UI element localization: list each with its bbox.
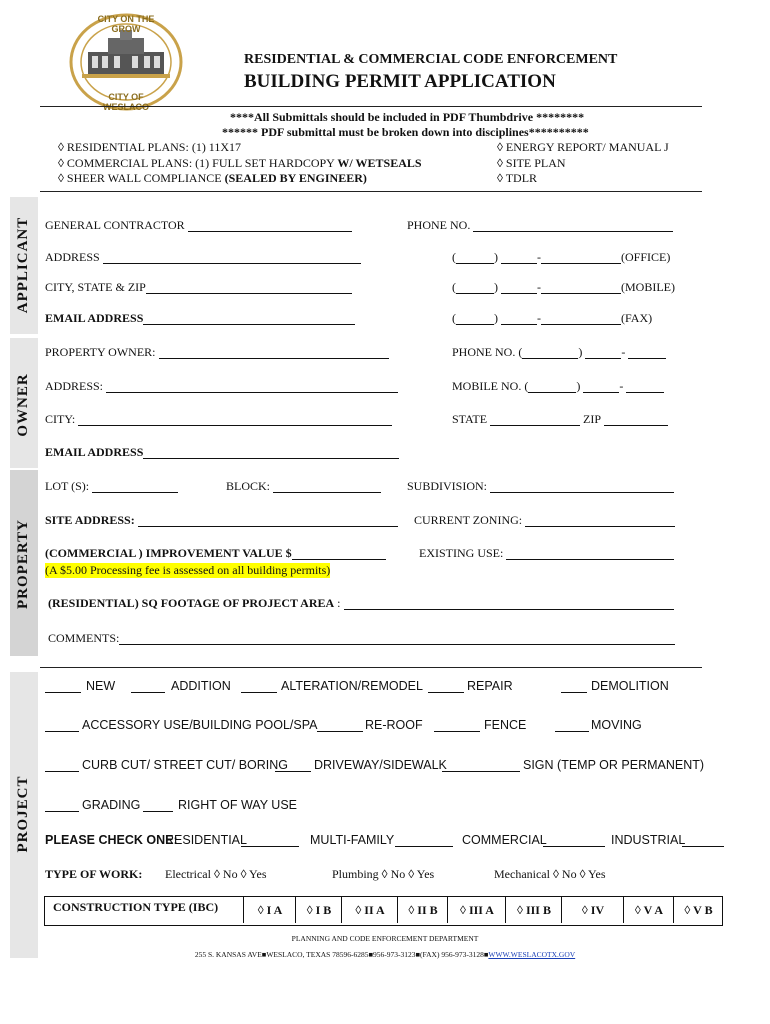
property-divider (40, 667, 702, 668)
office-prefix-input[interactable] (501, 250, 537, 264)
property-section-label: PROPERTY (15, 519, 31, 609)
type-of-work-label: TYPE OF WORK: (45, 867, 143, 881)
block-input[interactable] (273, 479, 381, 493)
subdivision-row: SUBDIVISION: (407, 479, 674, 494)
grading-label: GRADING (82, 798, 141, 812)
note-tdlr: ◊ TDLR (497, 171, 538, 185)
block-row: BLOCK: (226, 479, 381, 494)
driveway-label: DRIVEWAY/SIDEWALK (314, 758, 447, 772)
sq-footage-input[interactable] (344, 596, 674, 610)
driveway-checkline[interactable] (275, 758, 311, 772)
owner-phone-area-input[interactable] (522, 345, 578, 359)
new-label: NEW (86, 679, 116, 693)
type-vb-option[interactable]: ◊ V B (673, 897, 723, 923)
existing-use-input[interactable] (506, 546, 674, 560)
residential-option-label: RESIDENTIAL (165, 833, 247, 847)
demolition-label: DEMOLITION (591, 679, 669, 693)
note-sheer-wall: ◊ SHEER WALL COMPLIANCE (SEALED BY ENGINEER) (58, 171, 367, 185)
applicant-city-input[interactable] (146, 280, 352, 294)
repair-label: REPAIR (467, 679, 513, 693)
project-row-2 (45, 718, 705, 734)
sq-footage-row: (RESIDENTIAL) SQ FOOTAGE OF PROJECT AREA : (48, 596, 674, 611)
type-iiia-option[interactable]: ◊ III A (447, 897, 506, 923)
right-of-way-label: RIGHT OF WAY USE (178, 798, 297, 812)
owner-phone-line-input[interactable] (628, 345, 666, 359)
general-contractor-row: GENERAL CONTRACTOR (45, 218, 352, 233)
alteration-label: ALTERATION/REMODEL (281, 679, 423, 693)
owner-email-row: EMAIL ADDRESS (45, 445, 399, 460)
applicant-phone-input[interactable] (473, 218, 673, 232)
header-divider (40, 106, 702, 107)
right-of-way-checkline[interactable] (143, 798, 173, 812)
note-pdf-thumbdrive: ****All Submittals should be included in PDF Thumbdrive ******** (230, 110, 585, 124)
sign-label: SIGN (TEMP OR PERMANENT) (523, 758, 705, 772)
owner-mobile-prefix-input[interactable] (583, 379, 619, 393)
type-ib-option[interactable]: ◊ I B (295, 897, 342, 923)
fax-prefix-input[interactable] (501, 311, 537, 325)
note-residential-plans: ◊ RESIDENTIAL PLANS: (1) 11X17 (58, 140, 242, 154)
owner-mobile-line-input[interactable] (626, 379, 664, 393)
alteration-checkline[interactable] (241, 679, 277, 693)
form-subtitle: RESIDENTIAL & COMMERCIAL CODE ENFORCEMENT (244, 52, 618, 67)
grading-checkline[interactable] (45, 798, 79, 812)
applicant-address-input[interactable] (103, 250, 361, 264)
fax-area-code-input[interactable] (456, 311, 494, 325)
electrical-options[interactable]: Electrical ◊ No ◊ Yes (165, 867, 267, 881)
lot-row: LOT (S): (45, 479, 178, 494)
commercial-value-row: (COMMERCIAL ) IMPROVEMENT VALUE $ (45, 546, 386, 561)
applicant-phone-row: PHONE NO. (407, 218, 673, 233)
owner-address-input[interactable] (106, 379, 398, 393)
type-iib-option[interactable]: ◊ II B (397, 897, 448, 923)
sign-checkline[interactable] (442, 758, 520, 772)
type-of-work-row (45, 867, 705, 883)
office-line-input[interactable] (541, 250, 621, 264)
new-checkline[interactable] (45, 679, 81, 693)
repair-checkline[interactable] (428, 679, 464, 693)
notes-divider (40, 191, 702, 192)
subdivision-input[interactable] (490, 479, 674, 493)
applicant-section-label: APPLICANT (15, 216, 31, 314)
comments-row: COMMENTS: (48, 631, 675, 646)
comments-input[interactable] (119, 631, 675, 645)
check-one-label: PLEASE CHECK ONE: (45, 833, 178, 847)
project-row-3 (45, 758, 705, 774)
mechanical-options[interactable]: Mechanical ◊ No ◊ Yes (494, 867, 606, 881)
curb-cut-checkline[interactable] (45, 758, 79, 772)
fax-line-input[interactable] (541, 311, 621, 325)
note-energy-report: ◊ ENERGY REPORT/ MANUAL J (497, 140, 669, 154)
processing-fee-note: (A $5.00 Processing fee is assessed on all building permits) (45, 563, 331, 577)
general-contractor-input[interactable] (188, 218, 352, 232)
type-iiib-option[interactable]: ◊ III B (505, 897, 562, 923)
owner-zip-input[interactable] (604, 412, 668, 426)
multifamily-option-label: MULTI-FAMILY (310, 833, 395, 847)
owner-mobile-row: MOBILE NO. ( ) - (452, 379, 664, 394)
curb-cut-label: CURB CUT/ STREET CUT/ BORING (82, 758, 289, 772)
construction-type-label: CONSTRUCTION TYPE (IBC) (53, 900, 219, 914)
owner-section-label: OWNER (15, 373, 31, 437)
type-va-option[interactable]: ◊ V A (623, 897, 674, 923)
footer-address: 255 S. KANSAS AVE■WESLACO, TEXAS 78596-6285■956-973-3123■(FAX) 956-973-3128■ (194, 950, 489, 959)
addition-checkline[interactable] (131, 679, 165, 693)
property-owner-row: PROPERTY OWNER: (45, 345, 389, 360)
type-iv-option[interactable]: ◊ IV (561, 897, 624, 923)
industrial-checkline[interactable] (682, 833, 724, 847)
moving-label: MOVING (591, 718, 642, 732)
applicant-email-row: EMAIL ADDRESS (45, 311, 355, 326)
site-address-row: SITE ADDRESS: (45, 513, 398, 528)
footer-department: PLANNING AND CODE ENFORCEMENT DEPARTMENT (291, 934, 479, 943)
fence-label: FENCE (484, 718, 527, 732)
office-area-code-input[interactable] (456, 250, 494, 264)
applicant-fax-row: ( ) - (FAX) (452, 311, 653, 325)
fence-checkline[interactable] (434, 718, 480, 732)
multifamily-checkline[interactable] (395, 833, 453, 847)
residential-checkline[interactable] (241, 833, 299, 847)
commercial-value-input[interactable] (292, 546, 386, 560)
accessory-pool-label: ACCESSORY USE/BUILDING POOL/SPA (82, 718, 318, 732)
note-commercial-plans: ◊ COMMERCIAL PLANS: (1) FULL SET HARDCOPY W/ WETSEALS (58, 156, 422, 170)
construction-type-table (44, 896, 723, 926)
note-pdf-disciplines: ****** PDF submittal must be broken down into disciplines********** (222, 125, 589, 139)
moving-checkline[interactable] (555, 718, 589, 732)
addition-label: ADDITION (171, 679, 231, 693)
project-section-label: PROJECT (15, 775, 31, 853)
type-iia-option[interactable]: ◊ II A (341, 897, 398, 923)
demolition-checkline[interactable] (561, 679, 587, 693)
type-ia-option[interactable]: ◊ I A (243, 897, 296, 923)
form-title: BUILDING PERMIT APPLICATION (244, 71, 556, 92)
owner-city-row: CITY: (45, 412, 392, 427)
mobile-area-code-input[interactable] (456, 280, 494, 294)
applicant-email-input[interactable] (143, 311, 355, 325)
check-one-row (45, 833, 725, 849)
current-zoning-row: CURRENT ZONING: (414, 513, 675, 528)
owner-state-input[interactable] (490, 412, 580, 426)
applicant-office-phone-row: ( ) - (OFFICE) (452, 250, 671, 264)
mobile-prefix-input[interactable] (501, 280, 537, 294)
current-zoning-input[interactable] (525, 513, 675, 527)
site-address-input[interactable] (138, 513, 398, 527)
lot-input[interactable] (92, 479, 178, 493)
reroof-checkline[interactable] (317, 718, 363, 732)
owner-phone-prefix-input[interactable] (585, 345, 621, 359)
applicant-mobile-phone-row: ( ) - (MOBILE) (452, 280, 675, 294)
logo-bottom-text: CITY OF WESLACO (103, 92, 149, 112)
project-row-4 (45, 798, 705, 814)
existing-use-row: EXISTING USE: (419, 546, 674, 561)
city-logo (68, 12, 184, 112)
owner-phone-row: PHONE NO. ( ) - (452, 345, 666, 360)
owner-mobile-area-input[interactable] (528, 379, 576, 393)
logo-top-text: CITY ON THE GROW (97, 14, 155, 34)
applicant-address-row: ADDRESS (45, 250, 361, 265)
reroof-label: RE-ROOF (365, 718, 423, 732)
owner-email-input[interactable] (143, 445, 399, 459)
owner-state-zip-row: STATE ZIP (452, 412, 668, 427)
project-row-1 (45, 679, 705, 695)
commercial-option-label: COMMERCIAL (462, 833, 547, 847)
accessory-checkline[interactable] (45, 718, 79, 732)
property-owner-input[interactable] (159, 345, 389, 359)
owner-address-row: ADDRESS: (45, 379, 398, 394)
plumbing-options[interactable]: Plumbing ◊ No ◊ Yes (332, 867, 435, 881)
footer-website-link[interactable]: WWW.WESLACOTX.GOV (488, 950, 576, 959)
commercial-checkline[interactable] (543, 833, 605, 847)
note-site-plan: ◊ SITE PLAN (497, 156, 566, 170)
industrial-option-label: INDUSTRIAL (611, 833, 686, 847)
footer-contact (0, 950, 770, 959)
applicant-city-row: CITY, STATE & ZIP (45, 280, 352, 295)
mobile-line-input[interactable] (541, 280, 621, 294)
owner-city-input[interactable] (78, 412, 392, 426)
